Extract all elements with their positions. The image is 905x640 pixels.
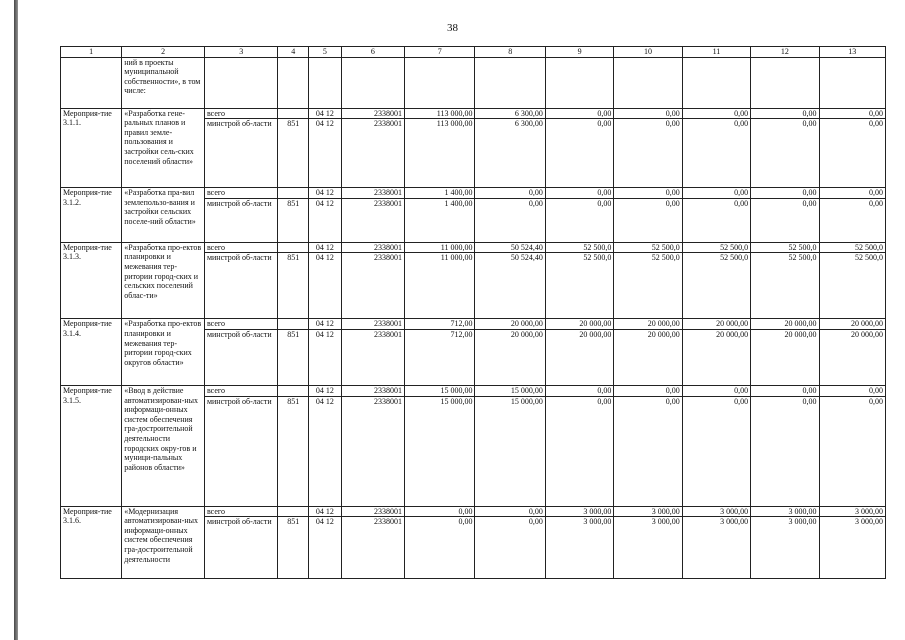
col-header: 8 [475, 47, 545, 58]
cell-c6: 2338001 [341, 108, 404, 119]
cell-c8: 50 524,40 [475, 242, 545, 253]
cell-c4 [278, 385, 309, 396]
cell-c4: 851 [278, 119, 309, 188]
continuation-row [61, 57, 886, 108]
cell-c12: 0,00 [751, 108, 819, 119]
cell-c7: 15 000,00 [405, 396, 475, 506]
cell-c13: 20 000,00 [819, 319, 885, 330]
cell-c13: 0,00 [819, 119, 885, 188]
measure-row-total [61, 385, 886, 396]
cell-c9: 3 000,00 [545, 517, 613, 579]
col-header: 5 [309, 47, 342, 58]
cell-c9: 52 500,0 [545, 253, 613, 319]
cell-c9: 20 000,00 [545, 319, 613, 330]
measure-row-total [61, 506, 886, 517]
cell-c8: 20 000,00 [475, 329, 545, 385]
cell-c9: 0,00 [545, 119, 613, 188]
cell-c9: 0,00 [545, 198, 613, 242]
cell-c3: минстрой об-ласти [204, 329, 278, 385]
cell-c13: 0,00 [819, 396, 885, 506]
cell-c9: 0,00 [545, 108, 613, 119]
cell-c11: 20 000,00 [682, 329, 750, 385]
continuation-text: ний в проекты муниципальной собственности», в том числе: [122, 57, 205, 108]
col-header: 4 [278, 47, 309, 58]
cell-c10: 52 500,0 [614, 242, 682, 253]
col-header: 12 [751, 47, 819, 58]
measure-name: «Ввод в действие автоматизирован-ных информаци-онных систем обеспечения гра-достроительной деятельности городских окру-гов и муници-пальных районов области» [122, 385, 205, 506]
cell-c10: 20 000,00 [614, 329, 682, 385]
cell-c12: 0,00 [751, 188, 819, 199]
cell-c12: 3 000,00 [751, 517, 819, 579]
cell-c6: 2338001 [341, 253, 404, 319]
cell-c8: 6 300,00 [475, 119, 545, 188]
measure-name: «Разработка про-ектов планировки и межевания тер-ритории город-ских и сельских поселений облас-ти» [122, 242, 205, 319]
cell-c3: минстрой об-ласти [204, 396, 278, 506]
cell-c12: 20 000,00 [751, 329, 819, 385]
cell-c8: 15 000,00 [475, 385, 545, 396]
cell-c3: минстрой об-ласти [204, 119, 278, 188]
measure-id: Мероприя-тие 3.1.4. [61, 319, 122, 386]
measure-id: Мероприя-тие 3.1.5. [61, 385, 122, 506]
cell-c8: 0,00 [475, 198, 545, 242]
cell-c10: 0,00 [614, 385, 682, 396]
cell-c10: 3 000,00 [614, 517, 682, 579]
cell-c5: 04 12 [309, 108, 342, 119]
cell-c5: 04 12 [309, 517, 342, 579]
cell-c6: 2338001 [341, 119, 404, 188]
col-header: 1 [61, 47, 122, 58]
cell-c11: 52 500,0 [682, 253, 750, 319]
cell-c11: 3 000,00 [682, 517, 750, 579]
cell-c3: минстрой об-ласти [204, 253, 278, 319]
cell-c11: 20 000,00 [682, 319, 750, 330]
measure-name: «Модернизация автоматизирован-ных информаци-онных систем обеспечения гра-достроительной деятельности [122, 506, 205, 579]
cell-c5: 04 12 [309, 396, 342, 506]
col-header: 11 [682, 47, 750, 58]
col-header: 7 [405, 47, 475, 58]
cell-c10: 0,00 [614, 198, 682, 242]
cell-c7: 712,00 [405, 329, 475, 385]
cell-c5: 04 12 [309, 385, 342, 396]
cell-c10: 20 000,00 [614, 319, 682, 330]
col-header: 13 [819, 47, 885, 58]
measure-id: Мероприя-тие 3.1.2. [61, 188, 122, 243]
measure-id: Мероприя-тие 3.1.3. [61, 242, 122, 319]
measure-row-total [61, 188, 886, 199]
cell-c4: 851 [278, 329, 309, 385]
col-header: 6 [341, 47, 404, 58]
cell-c13: 52 500,0 [819, 253, 885, 319]
cell-c13: 20 000,00 [819, 329, 885, 385]
cell-c9: 0,00 [545, 385, 613, 396]
cell-c10: 0,00 [614, 188, 682, 199]
cell-c3: всего [204, 385, 278, 396]
scan-shadow-edge [14, 0, 18, 640]
cell-c7: 1 400,00 [405, 198, 475, 242]
cell-c8: 0,00 [475, 517, 545, 579]
cell-c3: минстрой об-ласти [204, 198, 278, 242]
cell-c6: 2338001 [341, 198, 404, 242]
cell-c3: всего [204, 108, 278, 119]
cell-c8: 15 000,00 [475, 396, 545, 506]
cell-c11: 0,00 [682, 198, 750, 242]
cell-c7: 113 000,00 [405, 108, 475, 119]
cell-c10: 52 500,0 [614, 253, 682, 319]
cell-c4 [278, 506, 309, 517]
cell-c6: 2338001 [341, 517, 404, 579]
cell-c4: 851 [278, 396, 309, 506]
cell-c12: 3 000,00 [751, 506, 819, 517]
measure-name: «Разработка про-ектов планировки и межевания тер-ритории город-ских округов области» [122, 319, 205, 386]
cell-c7: 0,00 [405, 517, 475, 579]
measure-name: «Разработка гене-ральных планов и правил земле-пользования и застройки сель-ских поселений области» [122, 108, 205, 188]
cell-c7: 11 000,00 [405, 242, 475, 253]
cell-c12: 52 500,0 [751, 242, 819, 253]
cell-c5: 04 12 [309, 242, 342, 253]
cell-c3: минстрой об-ласти [204, 517, 278, 579]
cell-c12: 20 000,00 [751, 319, 819, 330]
cell-c6: 2338001 [341, 319, 404, 330]
cell-c11: 0,00 [682, 108, 750, 119]
cell-c8: 50 524,40 [475, 253, 545, 319]
cell-c8: 0,00 [475, 506, 545, 517]
measure-row-total [61, 319, 886, 330]
cell-c11: 3 000,00 [682, 506, 750, 517]
cell-c7: 15 000,00 [405, 385, 475, 396]
cell-c7: 11 000,00 [405, 253, 475, 319]
cell-c6: 2338001 [341, 242, 404, 253]
measure-id: Мероприя-тие 3.1.1. [61, 108, 122, 188]
cell-c9: 0,00 [545, 188, 613, 199]
cell-c7: 113 000,00 [405, 119, 475, 188]
cell-c5: 04 12 [309, 506, 342, 517]
cell-c9: 20 000,00 [545, 329, 613, 385]
cell-c4 [278, 108, 309, 119]
cell-c5: 04 12 [309, 119, 342, 188]
measure-id: Мероприя-тие 3.1.6. [61, 506, 122, 579]
cell-c6: 2338001 [341, 188, 404, 199]
cell-c4: 851 [278, 198, 309, 242]
cell-c7: 0,00 [405, 506, 475, 517]
cell-c10: 3 000,00 [614, 506, 682, 517]
cell-c11: 52 500,0 [682, 242, 750, 253]
cell-c13: 52 500,0 [819, 242, 885, 253]
cell-c8: 20 000,00 [475, 319, 545, 330]
cell-c7: 712,00 [405, 319, 475, 330]
cell-c4: 851 [278, 517, 309, 579]
cell-c3: всего [204, 188, 278, 199]
measure-row-total [61, 108, 886, 119]
cell-c6: 2338001 [341, 506, 404, 517]
cell-c5: 04 12 [309, 188, 342, 199]
cell-c13: 0,00 [819, 108, 885, 119]
cell-c10: 0,00 [614, 108, 682, 119]
measure-name: «Разработка пра-вил землепользо-вания и застройки сельских поселе-ний области» [122, 188, 205, 243]
cell-c13: 3 000,00 [819, 506, 885, 517]
page-number: 38 [447, 22, 458, 34]
header-row [61, 47, 886, 58]
cell-c4 [278, 188, 309, 199]
cell-c8: 0,00 [475, 188, 545, 199]
cell-c9: 0,00 [545, 396, 613, 506]
col-header: 2 [122, 47, 205, 58]
cell-c5: 04 12 [309, 319, 342, 330]
cell-c12: 0,00 [751, 385, 819, 396]
cell-c9: 52 500,0 [545, 242, 613, 253]
cell-c12: 52 500,0 [751, 253, 819, 319]
cell-c5: 04 12 [309, 198, 342, 242]
cell-c3: всего [204, 319, 278, 330]
cell-c11: 0,00 [682, 119, 750, 188]
measure-row-total [61, 242, 886, 253]
cell-c3: всего [204, 242, 278, 253]
cell-c13: 0,00 [819, 385, 885, 396]
cell-c5: 04 12 [309, 329, 342, 385]
cell-c11: 0,00 [682, 396, 750, 506]
cell-c5: 04 12 [309, 253, 342, 319]
cell-c4 [278, 319, 309, 330]
cell-c11: 0,00 [682, 188, 750, 199]
cell-c10: 0,00 [614, 119, 682, 188]
cell-c6: 2338001 [341, 329, 404, 385]
cell-c9: 3 000,00 [545, 506, 613, 517]
cell-c8: 6 300,00 [475, 108, 545, 119]
cell-c13: 3 000,00 [819, 517, 885, 579]
cell-c4 [278, 242, 309, 253]
cell-c12: 0,00 [751, 198, 819, 242]
cell-c13: 0,00 [819, 198, 885, 242]
col-header: 3 [204, 47, 278, 58]
cell-c4: 851 [278, 253, 309, 319]
cell-c11: 0,00 [682, 385, 750, 396]
cell-c13: 0,00 [819, 188, 885, 199]
cell-c6: 2338001 [341, 396, 404, 506]
cell-c3: всего [204, 506, 278, 517]
budget-table [60, 46, 886, 579]
cell-c7: 1 400,00 [405, 188, 475, 199]
cell-c6: 2338001 [341, 385, 404, 396]
cell-c12: 0,00 [751, 119, 819, 188]
cell-c10: 0,00 [614, 396, 682, 506]
cell-c12: 0,00 [751, 396, 819, 506]
col-header: 10 [614, 47, 682, 58]
col-header: 9 [545, 47, 613, 58]
